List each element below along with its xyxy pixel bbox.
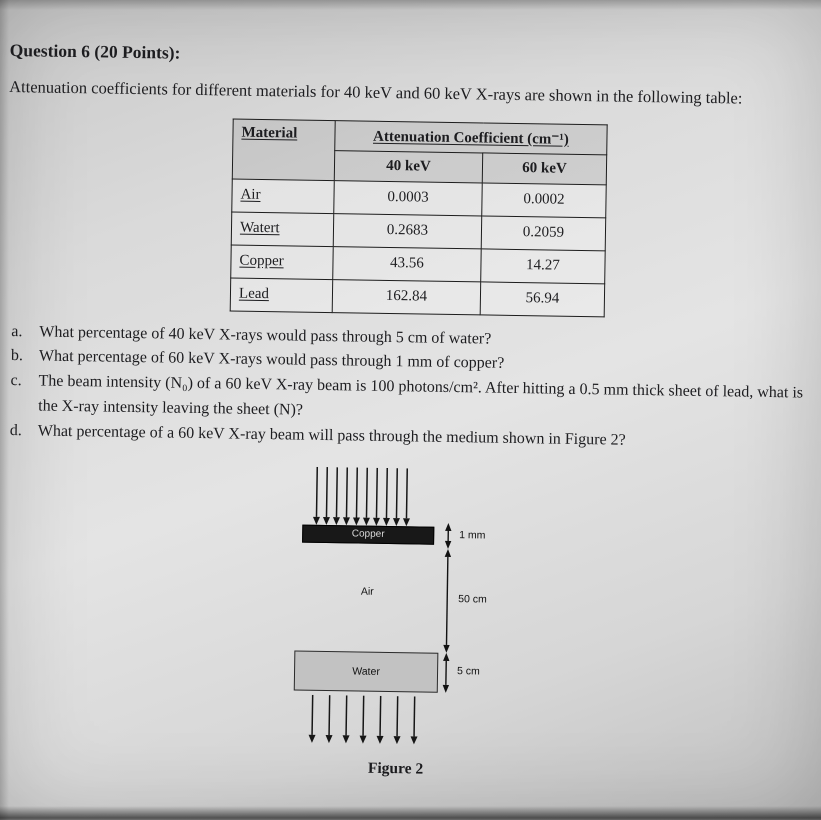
part-label: b. bbox=[10, 347, 24, 365]
dimension-arrow-1mm-icon bbox=[442, 522, 454, 548]
dimension-arrow-5cm-icon bbox=[440, 652, 453, 692]
material-name: Copper bbox=[231, 245, 334, 280]
question-intro: Attenuation coefficients for different materials for 40 keV and 60 keV X-rays are shown in the following table: bbox=[9, 76, 743, 108]
part-label: c. bbox=[10, 372, 22, 390]
part-text: The beam intensity (N₀) of a 60 keV X-ray beam is 100 photons/cm². After hitting a 0.5 mm thick sheet of lead, what is the X-ray intensity leaving the sheet (N)? bbox=[38, 372, 804, 419]
header-material: Material bbox=[232, 119, 335, 181]
part-text: What percentage of 60 keV X-rays would pass through 1 mm of copper? bbox=[38, 347, 505, 373]
value-60kev: 56.94 bbox=[480, 282, 605, 317]
table-row-lead bbox=[230, 278, 604, 317]
material-name: Lead bbox=[230, 278, 333, 313]
photo-top-shadow bbox=[0, 0, 821, 10]
xray-beam-bottom-arrows-icon bbox=[307, 694, 420, 746]
figure-2 bbox=[280, 466, 515, 780]
part-text: What percentage of a 60 keV X-ray beam will pass through the medium shown in Figure 2? bbox=[37, 422, 626, 449]
question-sheet bbox=[0, 36, 814, 784]
value-60kev: 0.0002 bbox=[482, 183, 607, 218]
part-label: d. bbox=[9, 421, 22, 440]
attenuation-table bbox=[230, 118, 608, 317]
value-40kev: 0.2683 bbox=[333, 213, 482, 248]
water-layer-label: Water bbox=[352, 665, 380, 678]
value-40kev: 0.0003 bbox=[334, 180, 483, 215]
dimension-label-water: 5 cm bbox=[456, 664, 480, 678]
air-layer-label: Air bbox=[360, 585, 374, 598]
xray-beam-top-arrows-icon bbox=[312, 466, 413, 526]
photo-bottom-edge bbox=[0, 806, 821, 820]
figure-caption: Figure 2 bbox=[367, 759, 424, 778]
material-name: Air bbox=[232, 179, 335, 214]
value-60kev: 14.27 bbox=[481, 249, 606, 284]
material-name: Watert bbox=[231, 212, 334, 247]
header-40kev: 40 keV bbox=[334, 150, 482, 182]
part-label: a. bbox=[11, 322, 23, 340]
header-60kev: 60 keV bbox=[482, 153, 606, 185]
question-title: Question 6 (20 Points): bbox=[9, 39, 181, 63]
photo-left-shadow bbox=[0, 0, 9, 820]
value-40kev: 162.84 bbox=[332, 279, 481, 314]
dimension-arrow-50cm-icon bbox=[440, 548, 454, 652]
figure-2-diagram bbox=[281, 466, 515, 748]
dimension-label-air: 50 cm bbox=[458, 592, 487, 606]
header-coefficient: Attenuation Coefficient (cm⁻¹) bbox=[335, 120, 607, 154]
dimension-label-copper: 1 mm bbox=[459, 528, 486, 542]
part-text: What percentage of 40 keV X-rays would pass through 5 cm of water? bbox=[39, 323, 492, 348]
question-parts bbox=[4, 320, 810, 457]
table-header-row bbox=[233, 119, 607, 155]
copper-layer: Copper bbox=[302, 524, 434, 544]
water-layer bbox=[294, 650, 439, 692]
value-40kev: 43.56 bbox=[333, 246, 482, 281]
value-60kev: 0.2059 bbox=[481, 216, 606, 251]
